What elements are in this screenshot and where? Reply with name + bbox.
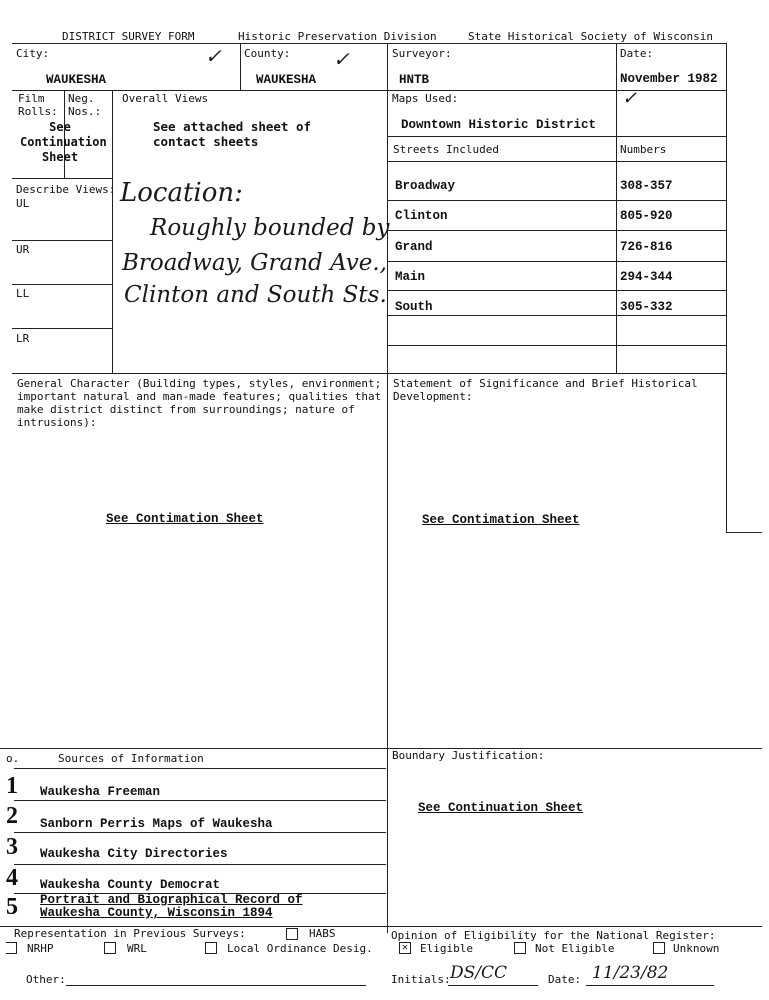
boundary-label: Boundary Justification: [392, 749, 545, 762]
nrhp-label: NRHP [27, 942, 54, 955]
source-item: Portrait and Biographical Record of Waukesha County, Wisconsin 1894 [40, 893, 303, 920]
date-value[interactable]: November 1982 [620, 72, 718, 86]
significance-value[interactable]: See Contimation Sheet [422, 513, 580, 527]
checkmark-icon: ✓ [333, 47, 350, 71]
source-item: Sanborn Perris Maps of Waukesha [40, 817, 273, 831]
film-rolls-label: Film Rolls: [18, 92, 58, 118]
view-lr-label: LR [16, 332, 30, 345]
source-item: Waukesha County Democrat [40, 878, 221, 892]
date-label: Date: [620, 47, 654, 60]
location-handwriting-line3: Broadway, Grand Ave., [122, 250, 387, 276]
local-ordinance-checkbox[interactable] [205, 942, 217, 954]
checkmark-icon: ✓ [205, 44, 222, 68]
source-number: 3 [6, 834, 18, 860]
general-character-value[interactable]: See Contimation Sheet [106, 512, 264, 526]
source-number: 5 [6, 894, 18, 920]
city-label: City: [16, 47, 50, 60]
maps-used-value[interactable]: Downtown Historic District [401, 118, 597, 132]
street-numbers: 294-344 [620, 270, 673, 284]
neg-nos-label: Neg. Nos.: [68, 92, 102, 118]
city-value[interactable]: WAUKESHA [46, 73, 107, 87]
street-numbers: 726-816 [620, 240, 673, 254]
habs-label: HABS [309, 927, 336, 940]
sources-no-label: o. [6, 752, 20, 765]
location-handwriting-line2: Roughly bounded by [150, 215, 390, 241]
street-numbers: 805-920 [620, 209, 673, 223]
surveyor-label: Surveyor: [392, 47, 452, 60]
street-name: South [395, 300, 433, 314]
source-number: 1 [6, 773, 18, 799]
not-eligible-checkbox[interactable] [514, 942, 526, 954]
overall-views-value[interactable]: See attached sheet of contact sheets [153, 119, 312, 149]
other-label: Other: [26, 973, 66, 986]
street-numbers: 308-357 [620, 179, 673, 193]
view-ul-label: UL [16, 197, 30, 210]
representation-label: Representation in Previous Surveys: [14, 927, 246, 940]
county-value[interactable]: WAUKESHA [256, 73, 317, 87]
wrl-label: WRL [127, 942, 147, 955]
eligibility-date-value[interactable]: 11/23/82 [592, 963, 669, 983]
sources-label: Sources of Information [58, 752, 204, 765]
location-handwriting-line1: Location: [120, 178, 243, 208]
checkmark-icon: ✓ [622, 88, 638, 109]
location-handwriting-line4: Clinton and South Sts. [124, 282, 387, 308]
source-item: Waukesha City Directories [40, 847, 228, 861]
street-name: Broadway [395, 179, 456, 193]
source-item: Waukesha Freeman [40, 785, 161, 799]
habs-checkbox[interactable] [286, 928, 298, 940]
maps-used-label: Maps Used: [392, 92, 459, 105]
division-title: Historic Preservation Division [238, 30, 437, 43]
surveyor-value[interactable]: HNTB [399, 73, 430, 87]
view-ll-label: LL [16, 287, 30, 300]
source-number: 4 [6, 865, 18, 891]
source-number: 2 [6, 803, 18, 829]
street-name: Clinton [395, 209, 448, 223]
describe-views-label: Describe Views: [16, 183, 116, 196]
film-value[interactable]: See Continuation Sheet [20, 120, 107, 164]
initials-label: Initials: [391, 973, 451, 986]
other-field[interactable] [66, 985, 366, 986]
unknown-checkbox[interactable] [653, 942, 665, 954]
street-name: Main [395, 270, 426, 284]
eligibility-date-label: Date: [548, 973, 582, 986]
boundary-value[interactable]: See Continuation Sheet [418, 801, 584, 815]
form-title: DISTRICT SURVEY FORM [62, 30, 195, 43]
street-name: Grand [395, 240, 433, 254]
eligible-label: Eligible [420, 942, 473, 955]
not-eligible-label: Not Eligible [535, 942, 615, 955]
overall-views-label: Overall Views [122, 92, 209, 105]
general-character-label: General Character (Building types, styles, environment; important natural and man-made features; qualities that make district distinct from surroundings; nature of intrusions): [17, 377, 382, 429]
initials-value[interactable]: DS/CC [450, 963, 508, 983]
nrhp-checkbox[interactable] [6, 942, 17, 954]
eligibility-label: Opinion of Eligibility for the National Register: [391, 929, 716, 942]
eligible-checkbox[interactable]: ✕ [399, 942, 411, 954]
numbers-header: Numbers [620, 143, 667, 156]
society-title: State Historical Society of Wisconsin [468, 30, 714, 43]
local-ordinance-label: Local Ordinance Desig. [227, 942, 373, 955]
view-ur-label: UR [16, 243, 30, 256]
wrl-checkbox[interactable] [104, 942, 116, 954]
significance-label: Statement of Significance and Brief Historical Development: [393, 377, 698, 403]
county-label: County: [244, 47, 291, 60]
unknown-label: Unknown [673, 942, 720, 955]
street-numbers: 305-332 [620, 300, 673, 314]
streets-header: Streets Included [393, 143, 499, 156]
